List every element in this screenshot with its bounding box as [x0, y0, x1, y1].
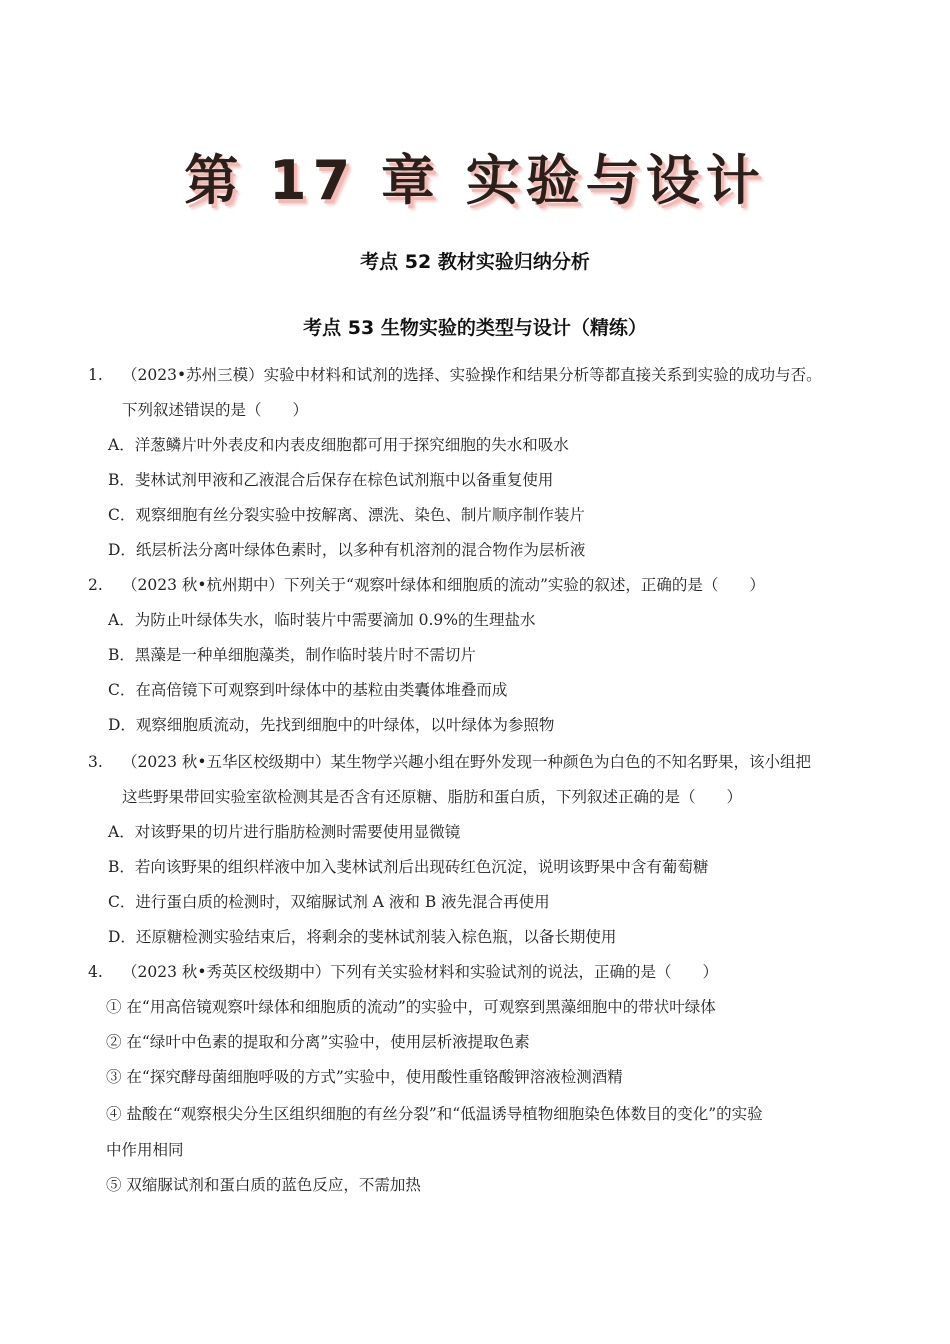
statement-4: ④ 盐酸在“观察根尖分生区组织细胞的有丝分裂”和“低温诱导植物细胞染色体数目的变化”的实验	[106, 1105, 763, 1123]
option-a: A．对该野果的切片进行脂肪检测时需要使用显微镜	[108, 823, 461, 841]
question-number: 2.	[88, 576, 103, 594]
chapter-title: 第 17 章 实验与设计	[184, 149, 766, 212]
question-stem: （2023 秋•杭州期中）下列关于“观察叶绿体和细胞质的流动”实验的叙述，正确的是（ ）	[122, 576, 765, 594]
option-b: B．斐林试剂甲液和乙液混合后保存在棕色试剂瓶中以备重复使用	[108, 471, 554, 489]
question-number: 3.	[88, 753, 103, 771]
question-stem: （2023 秋•五华区校级期中）某生物学兴趣小组在野外发现一种颜色为白色的不知名野果，该小组把	[122, 753, 812, 771]
statement-3: ③ 在“探究酵母菌细胞呼吸的方式”实验中，使用酸性重铬酸钾溶液检测酒精	[106, 1068, 623, 1086]
question-stem-continued: 下列叙述错误的是（ ）	[122, 401, 309, 419]
option-d: D．观察细胞质流动，先找到细胞中的叶绿体，以叶绿体为参照物	[108, 716, 555, 734]
option-a: A．洋葱鳞片叶外表皮和内表皮细胞都可用于探究细胞的失水和吸水	[108, 436, 569, 454]
option-c: C．进行蛋白质的检测时，双缩脲试剂 A 液和 B 液先混合再使用	[108, 893, 550, 911]
statement-5: ⑤ 双缩脲试剂和蛋白质的蓝色反应，不需加热	[106, 1176, 421, 1194]
section-heading-point-53: 考点 53 生物实验的类型与设计（精练）	[303, 317, 647, 339]
section-heading-point-52: 考点 52 教材实验归纳分析	[360, 251, 590, 273]
statement-2: ② 在“绿叶中色素的提取和分离”实验中，使用层析液提取色素	[106, 1033, 530, 1051]
option-d: D．还原糖检测实验结束后，将剩余的斐林试剂装入棕色瓶，以备长期使用	[108, 928, 617, 946]
statement-1: ① 在“用高倍镜观察叶绿体和细胞质的流动”的实验中，可观察到黑藻细胞中的带状叶绿体	[106, 998, 716, 1016]
question-stem: （2023•苏州三模）实验中材料和试剂的选择、实验操作和结果分析等都直接关系到实验的成功与否。	[122, 366, 822, 384]
option-d: D．纸层析法分离叶绿体色素时，以多种有机溶剂的混合物作为层析液	[108, 541, 586, 559]
question-number: 4.	[88, 963, 103, 981]
question-number: 1.	[88, 366, 103, 384]
question-stem: （2023 秋•秀英区校级期中）下列有关实验材料和实验试剂的说法，正确的是（ ）	[122, 963, 719, 981]
question-stem-continued: 这些野果带回实验室欲检测其是否含有还原糖、脂肪和蛋白质，下列叙述正确的是（ ）	[122, 788, 743, 806]
option-b: B．黑藻是一种单细胞藻类，制作临时装片时不需切片	[108, 646, 476, 664]
option-b: B．若向该野果的组织样液中加入斐林试剂后出现砖红色沉淀，说明该野果中含有葡萄糖	[108, 858, 709, 876]
option-a: A．为防止叶绿体失水，临时装片中需要滴加 0.9%的生理盐水	[108, 611, 536, 629]
statement-4-continued: 中作用相同	[106, 1141, 184, 1159]
option-c: C．观察细胞有丝分裂实验中按解离、漂洗、染色、制片顺序制作装片	[108, 506, 585, 524]
option-c: C．在高倍镜下可观察到叶绿体中的基粒由类囊体堆叠而成	[108, 681, 508, 699]
